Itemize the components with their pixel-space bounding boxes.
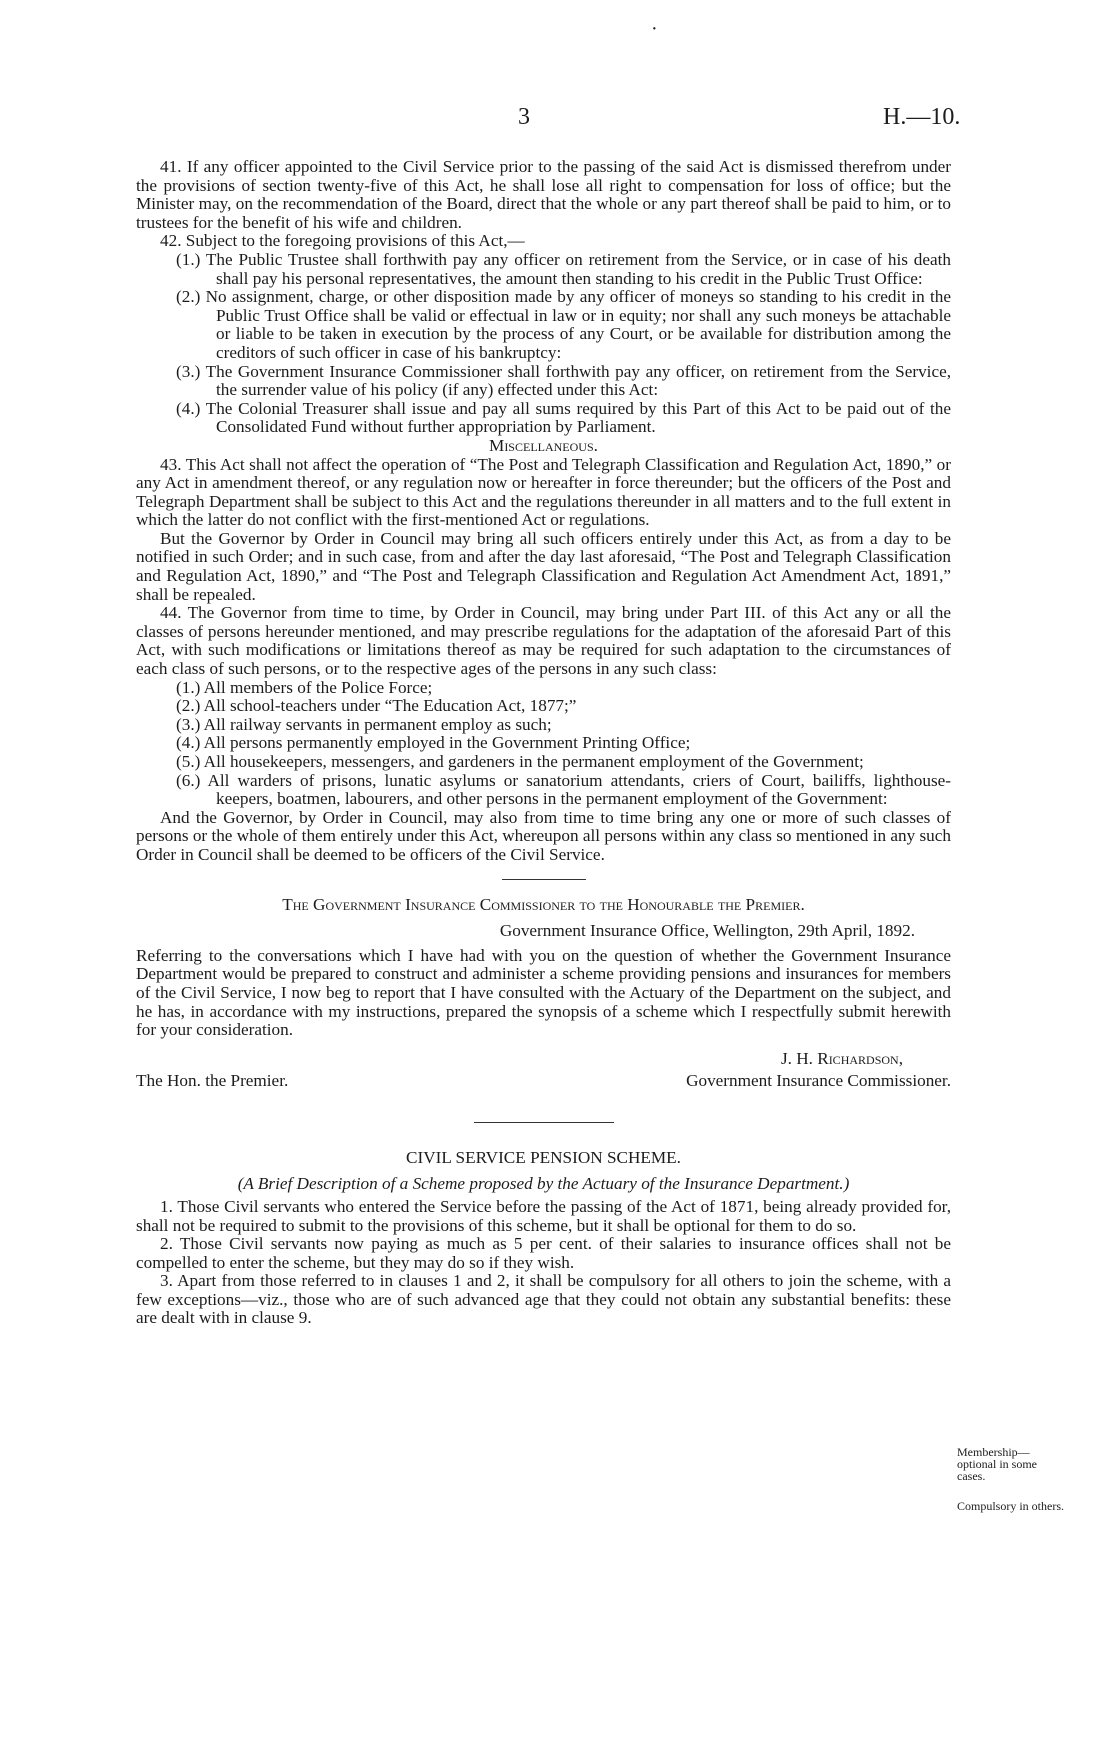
section-44-item: (5.) All housekeepers, messengers, and gardeners in the permanent employment of the Government; [176, 752, 864, 771]
addressee: The Hon. the Premier. [136, 1070, 289, 1090]
scheme-clause: 1. Those Civil servants who entered the Service before the passing of the Act of 1871, being already provided for, shall not be required to submit to the provisions of this scheme, but it shall be optional for them to do so. [136, 1196, 951, 1235]
letter-heading: The Government Insurance Commissioner to the Honourable the Premier. [282, 894, 805, 914]
letter-place-date: Government Insurance Office, Wellington, 29th April, 1892. [499, 921, 915, 941]
section-44-item: (1.) All members of the Police Force; [176, 677, 433, 697]
scheme-subtitle: (A Brief Description of a Scheme proposed by the Actuary of the Insurance Department.) [237, 1174, 850, 1194]
page-body [136, 158, 951, 1328]
section-44-item: (4.) All persons permanently employed in the Government Printing Office; [176, 733, 691, 753]
section-42-item: (1.) The Public Trustee shall forthwith pay any officer on retirement from the Service, or in case of his death shall pay his personal representatives, the amount then standing to his credit in the Public Trust Office: [176, 249, 951, 288]
scheme-clause: 3. Apart from those referred to in clauses 1 and 2, it shall be compulsory for all others to join the scheme, with a few exceptions—viz., those who are of such advanced age that they could not obtain any substantial benefits: these are dealt with in clause 9. [136, 1271, 951, 1328]
section-43: 43. This Act shall not affect the operation of “The Post and Telegraph Classification and Regulation Act, 1890,” or any Act in amendment thereof, or any regulation now or hereafter in force thereunder; but the officers of the Post and Telegraph Department shall be subject to this Act and the regulations thereunder in all matters and to the full extent in which the latter do not conflict with the first-mentioned Act or regulations. [136, 454, 951, 530]
section-44-item: (3.) All railway servants in permanent employ as such; [176, 714, 552, 734]
section-44-item: (6.) All warders of prisons, lunatic asylums or sanatorium attendants, criers of Court, bailiffs, lighthouse-keepers, boatmen, labourers, and other persons in the permanent employment of the Government: [176, 770, 951, 809]
scheme-title: CIVIL SERVICE PENSION SCHEME. [406, 1147, 681, 1167]
scheme-clause: 2. Those Civil servants now paying as much as 5 per cent. of their salaries to insurance offices shall not be compelled to enter the scheme, but they may do so if they wish. [136, 1234, 951, 1272]
section-44-item: (2.) All school-teachers under “The Education Act, 1877;” [176, 696, 577, 716]
section-43-cont: But the Governor by Order in Council may bring all such officers entirely under this Act, as from a day to be notified in such Order; and in such case, from and after the day last aforesaid, “The Post and Telegraph Classification and Regulation Act, 1890,” and “The Post and Telegraph Classification and Regulation Act Amendment Act, 1891,” shall be repealed. [136, 528, 951, 604]
signature-block [136, 1050, 951, 1094]
section-42-item: (4.) The Colonial Treasurer shall issue and pay all sums required by this Part of this Act to be paid out of the Consolidated Fund without further appropriation by Parliament. [176, 398, 951, 437]
page-number: 3 [518, 104, 530, 130]
section-41: 41. If any officer appointed to the Civil Service prior to the passing of the said Act is dismissed therefrom under the provisions of section twenty-five of this Act, he shall lose all right to compensation for loss of office; but the Minister may, on the recommendation of the Board, direct that the whole or any part thereof shall be paid to him, or to trustees for the benefit of his wife and children. [136, 157, 951, 232]
signer-name: J. H. Richardson, [780, 1048, 903, 1068]
misc-heading: Miscellaneous. [489, 435, 598, 455]
section-42-item: (2.) No assignment, charge, or other disposition made by any officer of moneys so standing to his credit in the Public Trust Office shall be valid or effectual in law or in equity; nor shall any such moneys be attachable or liable to be taken in execution by the process of any Court, or be available for distribution among the creditors of such officer in case of his bankruptcy: [176, 287, 951, 362]
signer-title: Government Insurance Commissioner. [686, 1070, 951, 1090]
section-44-closing: And the Governor, by Order in Council, may also from time to time bring any one or more of such classes of persons or the whole of them entirely under this Act, whereupon all persons within any class so mentioned in any such Order in Council shall be deemed to be officers of the Civil Service. [136, 807, 951, 864]
section-44-intro: 44. The Governor from time to time, by Order in Council, may bring under Part III. of this Act any or all the classes of persons hereunder mentioned, and may prescribe regulations for the adaptation of the aforesaid Part of this Act, with such modifications or limitations thereof as may be required for such adaptation to the circumstances of each class of such persons, or to the respective ages of the persons in any such class: [136, 603, 951, 679]
document-reference: H.—10. [883, 104, 961, 130]
divider [502, 879, 586, 880]
section-42-intro: 42. Subject to the foregoing provisions of this Act,— [160, 231, 525, 251]
section-42-item: (3.) The Government Insurance Commissioner shall forthwith pay any officer, on retirement from the Service, the surrender value of his policy (if any) effected under this Act: [176, 361, 951, 400]
speck: · [651, 18, 658, 40]
divider [474, 1122, 614, 1123]
margin-note: Membership—optional in some cases. [957, 1445, 1037, 1483]
letter-body: Referring to the conversations which I have had with you on the question of whether the Government Insurance Department would be prepared to construct and administer a scheme providing pensions and insurances for members of the Civil Service, I now beg to report that I have consulted with the Actuary of the Department on the subject, and he has, in accordance with my instructions, prepared the synopsis of a scheme which I respectfully submit herewith for your consideration. [136, 945, 951, 1040]
margin-note: Compulsory in others. [957, 1499, 1064, 1513]
